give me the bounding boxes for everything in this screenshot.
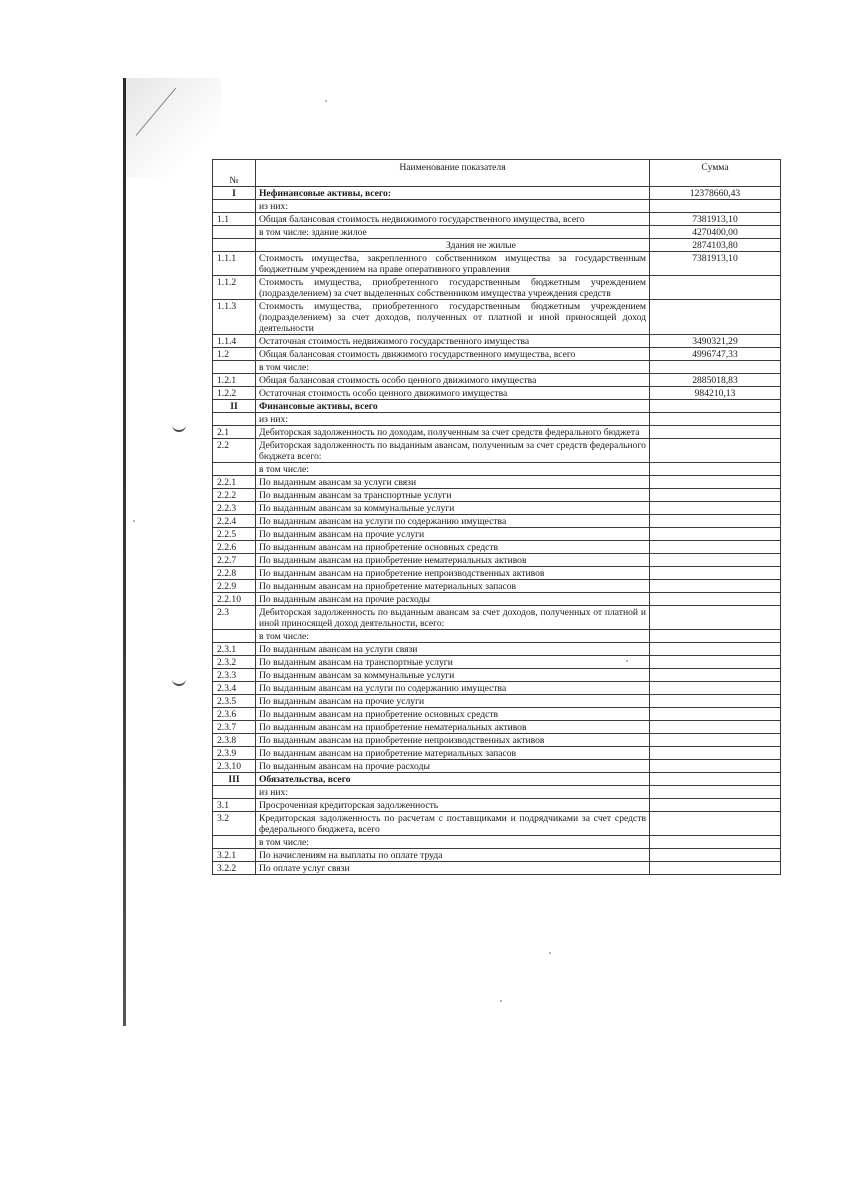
row-sum <box>649 721 780 734</box>
row-number: 2.2.6 <box>213 541 256 554</box>
row-sum <box>649 606 780 630</box>
row-indicator-name: По оплате услуг связи <box>255 862 649 875</box>
row-sum <box>649 708 780 721</box>
row-number: 2.2.3 <box>213 502 256 515</box>
table-header-row <box>213 160 781 187</box>
row-sum <box>649 695 780 708</box>
table-row <box>213 799 781 812</box>
row-sum <box>649 580 780 593</box>
row-sum <box>649 734 780 747</box>
row-indicator-name: из них: <box>255 413 649 426</box>
table-row <box>213 606 781 630</box>
table-row <box>213 630 781 643</box>
row-number: 2.3.4 <box>213 682 256 695</box>
row-number <box>213 200 256 213</box>
row-indicator-name: из них: <box>255 200 649 213</box>
row-indicator-name: По выданным авансам на прочие расходы <box>255 760 649 773</box>
row-indicator-name: Обязательства, всего <box>255 773 649 786</box>
table-row <box>213 580 781 593</box>
row-sum <box>649 656 780 669</box>
row-indicator-name: в том числе: <box>255 361 649 374</box>
row-number: 1.1.3 <box>213 300 256 335</box>
row-indicator-name: Здания не жилые <box>255 239 649 252</box>
scan-speck <box>500 1000 502 1002</box>
row-indicator-name: Нефинансовые активы, всего: <box>255 187 649 200</box>
row-sum <box>649 489 780 502</box>
row-indicator-name: По выданным авансам за транспортные услуги <box>255 489 649 502</box>
row-number: III <box>213 773 256 786</box>
table-row <box>213 387 781 400</box>
row-sum <box>649 799 780 812</box>
row-sum: 7381913,10 <box>649 252 780 276</box>
table-row <box>213 682 781 695</box>
row-indicator-name: По выданным авансам на услуги по содержанию имущества <box>255 515 649 528</box>
table-row <box>213 849 781 862</box>
punch-hole-mark <box>172 678 186 686</box>
row-indicator-name: Финансовые активы, всего <box>255 400 649 413</box>
table-row <box>213 335 781 348</box>
row-indicator-name: Просроченная кредиторская задолженность <box>255 799 649 812</box>
row-number: 2.2.4 <box>213 515 256 528</box>
table-row <box>213 476 781 489</box>
row-sum <box>649 463 780 476</box>
scan-speck <box>325 100 327 102</box>
row-indicator-name: в том числе: <box>255 630 649 643</box>
row-number <box>213 226 256 239</box>
scan-speck <box>549 952 551 954</box>
row-sum <box>649 643 780 656</box>
table-row <box>213 656 781 669</box>
row-indicator-name: в том числе: <box>255 836 649 849</box>
header-indicator-name: Наименование показателя <box>255 160 649 187</box>
table-row <box>213 669 781 682</box>
row-sum <box>649 760 780 773</box>
row-indicator-name: По выданным авансам на приобретение основных средств <box>255 708 649 721</box>
row-number: 1.2 <box>213 348 256 361</box>
row-sum: 2885018,83 <box>649 374 780 387</box>
row-indicator-name: Дебиторская задолженность по выданным авансам за счет доходов, полученных от платной и иной приносящей доход деятельности, всего: <box>255 606 649 630</box>
row-indicator-name: в том числе: здание жилое <box>255 226 649 239</box>
row-number: 1.1.2 <box>213 276 256 300</box>
row-sum <box>649 773 780 786</box>
row-indicator-name: из них: <box>255 786 649 799</box>
row-number <box>213 463 256 476</box>
row-number: 2.2 <box>213 439 256 463</box>
row-number: 1.1.4 <box>213 335 256 348</box>
table-row <box>213 426 781 439</box>
row-indicator-name: По выданным авансам за коммунальные услуги <box>255 669 649 682</box>
row-indicator-name: По выданным авансам на прочие услуги <box>255 695 649 708</box>
table-row <box>213 413 781 426</box>
row-indicator-name: По выданным авансам за коммунальные услуги <box>255 502 649 515</box>
row-sum <box>649 786 780 799</box>
row-number: II <box>213 400 256 413</box>
row-sum: 12378660,43 <box>649 187 780 200</box>
table-section-row <box>213 187 781 200</box>
table-row <box>213 276 781 300</box>
row-number: 2.3.3 <box>213 669 256 682</box>
header-sum: Сумма <box>649 160 780 187</box>
row-indicator-name: Остаточная стоимость особо ценного движимого имущества <box>255 387 649 400</box>
row-sum <box>649 300 780 335</box>
row-sum <box>649 528 780 541</box>
table-row <box>213 374 781 387</box>
row-sum <box>649 476 780 489</box>
row-number: 2.2.8 <box>213 567 256 580</box>
row-sum <box>649 413 780 426</box>
row-number: 2.2.1 <box>213 476 256 489</box>
table-row <box>213 760 781 773</box>
row-indicator-name: Дебиторская задолженность по доходам, полученным за счет средств федерального бюджета <box>255 426 649 439</box>
table-row <box>213 862 781 875</box>
row-indicator-name: По выданным авансам на приобретение материальных запасов <box>255 747 649 760</box>
table-row <box>213 348 781 361</box>
row-indicator-name: По выданным авансам на приобретение непроизводственных активов <box>255 734 649 747</box>
row-number: 2.3.7 <box>213 721 256 734</box>
row-sum <box>649 200 780 213</box>
row-indicator-name: Дебиторская задолженность по выданным авансам, полученным за счет средств федерального бюджета всего: <box>255 439 649 463</box>
row-number: 1.2.1 <box>213 374 256 387</box>
row-number: 2.2.7 <box>213 554 256 567</box>
table-row <box>213 593 781 606</box>
table-row <box>213 695 781 708</box>
table-body <box>213 187 781 875</box>
table-row <box>213 734 781 747</box>
row-number: 3.2.2 <box>213 862 256 875</box>
row-sum <box>649 630 780 643</box>
row-indicator-name: По выданным авансам на прочие расходы <box>255 593 649 606</box>
row-number: 2.3.2 <box>213 656 256 669</box>
table-row <box>213 643 781 656</box>
row-indicator-name: Остаточная стоимость недвижимого государственного имущества <box>255 335 649 348</box>
row-number: 2.3.5 <box>213 695 256 708</box>
row-number: 2.1 <box>213 426 256 439</box>
table-row <box>213 226 781 239</box>
table-section-row <box>213 773 781 786</box>
scan-page-edge <box>123 78 126 1026</box>
row-number: 2.3.1 <box>213 643 256 656</box>
row-sum <box>649 515 780 528</box>
row-indicator-name: Стоимость имущества, приобретенного государственным бюджетным учреждением (подразделением) за счет доходов, полученных от платной и иной приносящей доход деятельности <box>255 300 649 335</box>
row-indicator-name: По выданным авансам на приобретение нематериальных активов <box>255 554 649 567</box>
table-row <box>213 489 781 502</box>
table-row <box>213 213 781 226</box>
scan-speck <box>133 520 135 522</box>
table-row <box>213 515 781 528</box>
row-indicator-name: Общая балансовая стоимость недвижимого государственного имущества, всего <box>255 213 649 226</box>
table-row <box>213 439 781 463</box>
row-indicator-name: По выданным авансам на приобретение непроизводственных активов <box>255 567 649 580</box>
row-number <box>213 413 256 426</box>
row-indicator-name: По выданным авансам на приобретение основных средств <box>255 541 649 554</box>
table-row <box>213 463 781 476</box>
table-row <box>213 252 781 276</box>
row-number: 2.3.10 <box>213 760 256 773</box>
row-number: 2.3.8 <box>213 734 256 747</box>
table-row <box>213 502 781 515</box>
table-row <box>213 708 781 721</box>
header-number: № <box>213 160 256 187</box>
row-number: 1.2.2 <box>213 387 256 400</box>
table-row <box>213 361 781 374</box>
table-row <box>213 239 781 252</box>
row-indicator-name: По выданным авансам на услуги связи <box>255 643 649 656</box>
row-indicator-name: Общая балансовая стоимость движимого государственного имущества, всего <box>255 348 649 361</box>
row-sum: 2874103,80 <box>649 239 780 252</box>
row-sum <box>649 502 780 515</box>
row-sum: 4996747,33 <box>649 348 780 361</box>
table-row <box>213 528 781 541</box>
financial-indicators-table <box>212 159 781 875</box>
row-number: I <box>213 187 256 200</box>
row-indicator-name: Стоимость имущества, закрепленного собственником имущества за государственным бюджетным учреждением на праве оперативного управления <box>255 252 649 276</box>
row-sum <box>649 836 780 849</box>
row-number <box>213 836 256 849</box>
punch-hole-mark <box>172 424 186 432</box>
table-row <box>213 554 781 567</box>
row-indicator-name: По выданным авансам на услуги по содержанию имущества <box>255 682 649 695</box>
row-sum <box>649 747 780 760</box>
row-sum: 3490321,29 <box>649 335 780 348</box>
table-row <box>213 541 781 554</box>
row-number: 2.2.10 <box>213 593 256 606</box>
row-number: 1.1.1 <box>213 252 256 276</box>
row-sum <box>649 400 780 413</box>
row-number: 3.2 <box>213 812 256 836</box>
row-indicator-name: По выданным авансам на приобретение материальных запасов <box>255 580 649 593</box>
row-number: 3.1 <box>213 799 256 812</box>
row-sum <box>649 849 780 862</box>
table-row <box>213 721 781 734</box>
row-sum <box>649 812 780 836</box>
row-sum <box>649 541 780 554</box>
table-section-row <box>213 400 781 413</box>
row-sum: 7381913,10 <box>649 213 780 226</box>
row-sum: 4270400,00 <box>649 226 780 239</box>
row-indicator-name: По выданным авансам за услуги связи <box>255 476 649 489</box>
row-sum <box>649 682 780 695</box>
row-sum <box>649 862 780 875</box>
row-number: 3.2.1 <box>213 849 256 862</box>
row-sum <box>649 567 780 580</box>
row-sum <box>649 426 780 439</box>
table-row <box>213 786 781 799</box>
row-number: 2.3.9 <box>213 747 256 760</box>
row-indicator-name: По выданным авансам на приобретение нематериальных активов <box>255 721 649 734</box>
row-indicator-name: Кредиторская задолженность по расчетам с поставщиками и подрядчиками за счет средств федерального бюджета, всего <box>255 812 649 836</box>
row-number: 2.2.2 <box>213 489 256 502</box>
row-number <box>213 361 256 374</box>
table-row <box>213 200 781 213</box>
row-sum <box>649 439 780 463</box>
row-indicator-name: По выданным авансам на транспортные услуги <box>255 656 649 669</box>
row-number: 2.3 <box>213 606 256 630</box>
row-number <box>213 630 256 643</box>
row-number: 2.3.6 <box>213 708 256 721</box>
row-number <box>213 786 256 799</box>
row-sum <box>649 276 780 300</box>
row-number: 1.1 <box>213 213 256 226</box>
table-row <box>213 836 781 849</box>
row-number: 2.2.5 <box>213 528 256 541</box>
row-indicator-name: в том числе: <box>255 463 649 476</box>
row-number: 2.2.9 <box>213 580 256 593</box>
row-sum <box>649 593 780 606</box>
table-row <box>213 300 781 335</box>
row-indicator-name: По выданным авансам на прочие услуги <box>255 528 649 541</box>
row-sum: 984210,13 <box>649 387 780 400</box>
row-indicator-name: Стоимость имущества, приобретенного государственным бюджетным учреждением (подразделением) за счет выделенных собственником имущества учреждения средств <box>255 276 649 300</box>
row-sum <box>649 669 780 682</box>
row-number <box>213 239 256 252</box>
row-indicator-name: Общая балансовая стоимость особо ценного движимого имущества <box>255 374 649 387</box>
table-row <box>213 812 781 836</box>
table-row <box>213 567 781 580</box>
row-indicator-name: По начислениям на выплаты по оплате труда <box>255 849 649 862</box>
table-row <box>213 747 781 760</box>
row-sum <box>649 361 780 374</box>
row-sum <box>649 554 780 567</box>
